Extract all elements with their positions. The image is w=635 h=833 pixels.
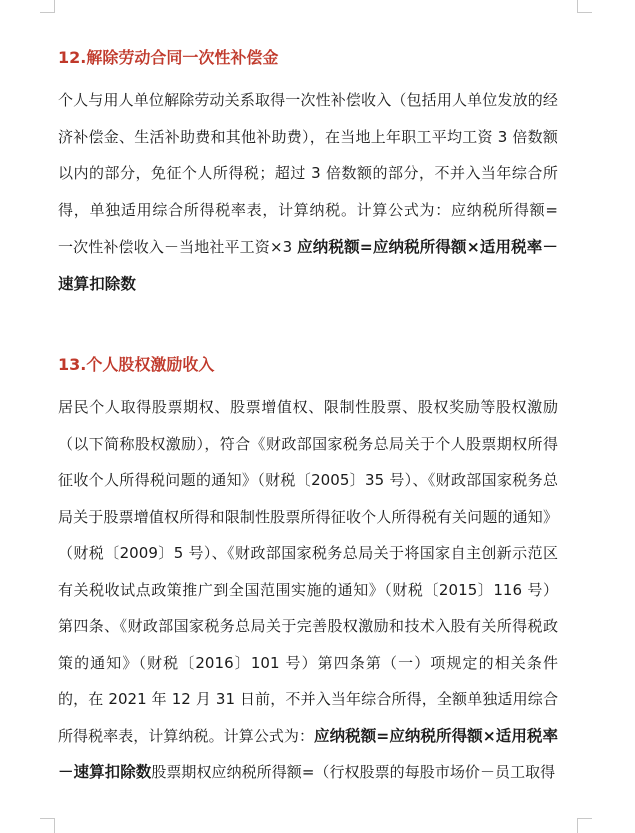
section-12-heading: 12.解除劳动合同一次性补偿金 bbox=[58, 48, 279, 67]
document-body bbox=[58, 40, 558, 791]
section-13-heading: 13.个人股权激励收入 bbox=[58, 355, 215, 375]
section-12-paragraph bbox=[58, 82, 558, 302]
crop-mark-top-left bbox=[40, 0, 55, 13]
section-13-formula: 应纳税额=应纳税所得额×适用税率－速算扣除数 bbox=[58, 726, 558, 782]
section-13-body: 居民个人取得股票期权、股票增值权、限制性股票、股权奖励等股权激励（以下简称股权激励），符合《财政部国家税务总局关于个人股票期权所得征收个人所得税问题的通知》（财税〔2005〕35 号）、《财政部国家税务总局关于股票增值权所得和限制性股票所得征收个人所得税有关问题的通知》（财税〔2009〕5 号）、《财政部国家税务总局关于将国家自主创新示范区有关税收试点政策推广到全国范围实施的通知》（财税〔2015〕116 号）第四条、《财政部国家税务总局关于完善股权激励和技术入股有关所得税政策的通知》（财税〔2016〕101 号）第四条第（一）项规定的相关条件的，在 2021 年 12 月 31 日前，不并入当年综合所得，全额单独适用综合所得税率表，计算纳税。计算公式为： bbox=[58, 398, 558, 745]
section-12-formula: 应纳税额=应纳税所得额×适用税率－速算扣除数 bbox=[58, 237, 558, 293]
section-13-tail: 股票期权应纳税所得额=（行权股票的每股市场价－员工取得 bbox=[151, 763, 556, 782]
section-13-paragraph bbox=[58, 389, 558, 791]
crop-mark-top-right bbox=[577, 0, 592, 13]
section-12-body: 个人与用人单位解除劳动关系取得一次性补偿收入（包括用人单位发放的经济补偿金、生活补助费和其他补助费），在当地上年职工平均工资 3 倍数额以内的部分，免征个人所得税；超过 3 倍数额的部分，不并入当年综合所得，单独适用综合所得税率表，计算纳税。计算公式为：应纳税所得额= 一次性补偿收入－当地社平工资×3 bbox=[58, 91, 558, 256]
